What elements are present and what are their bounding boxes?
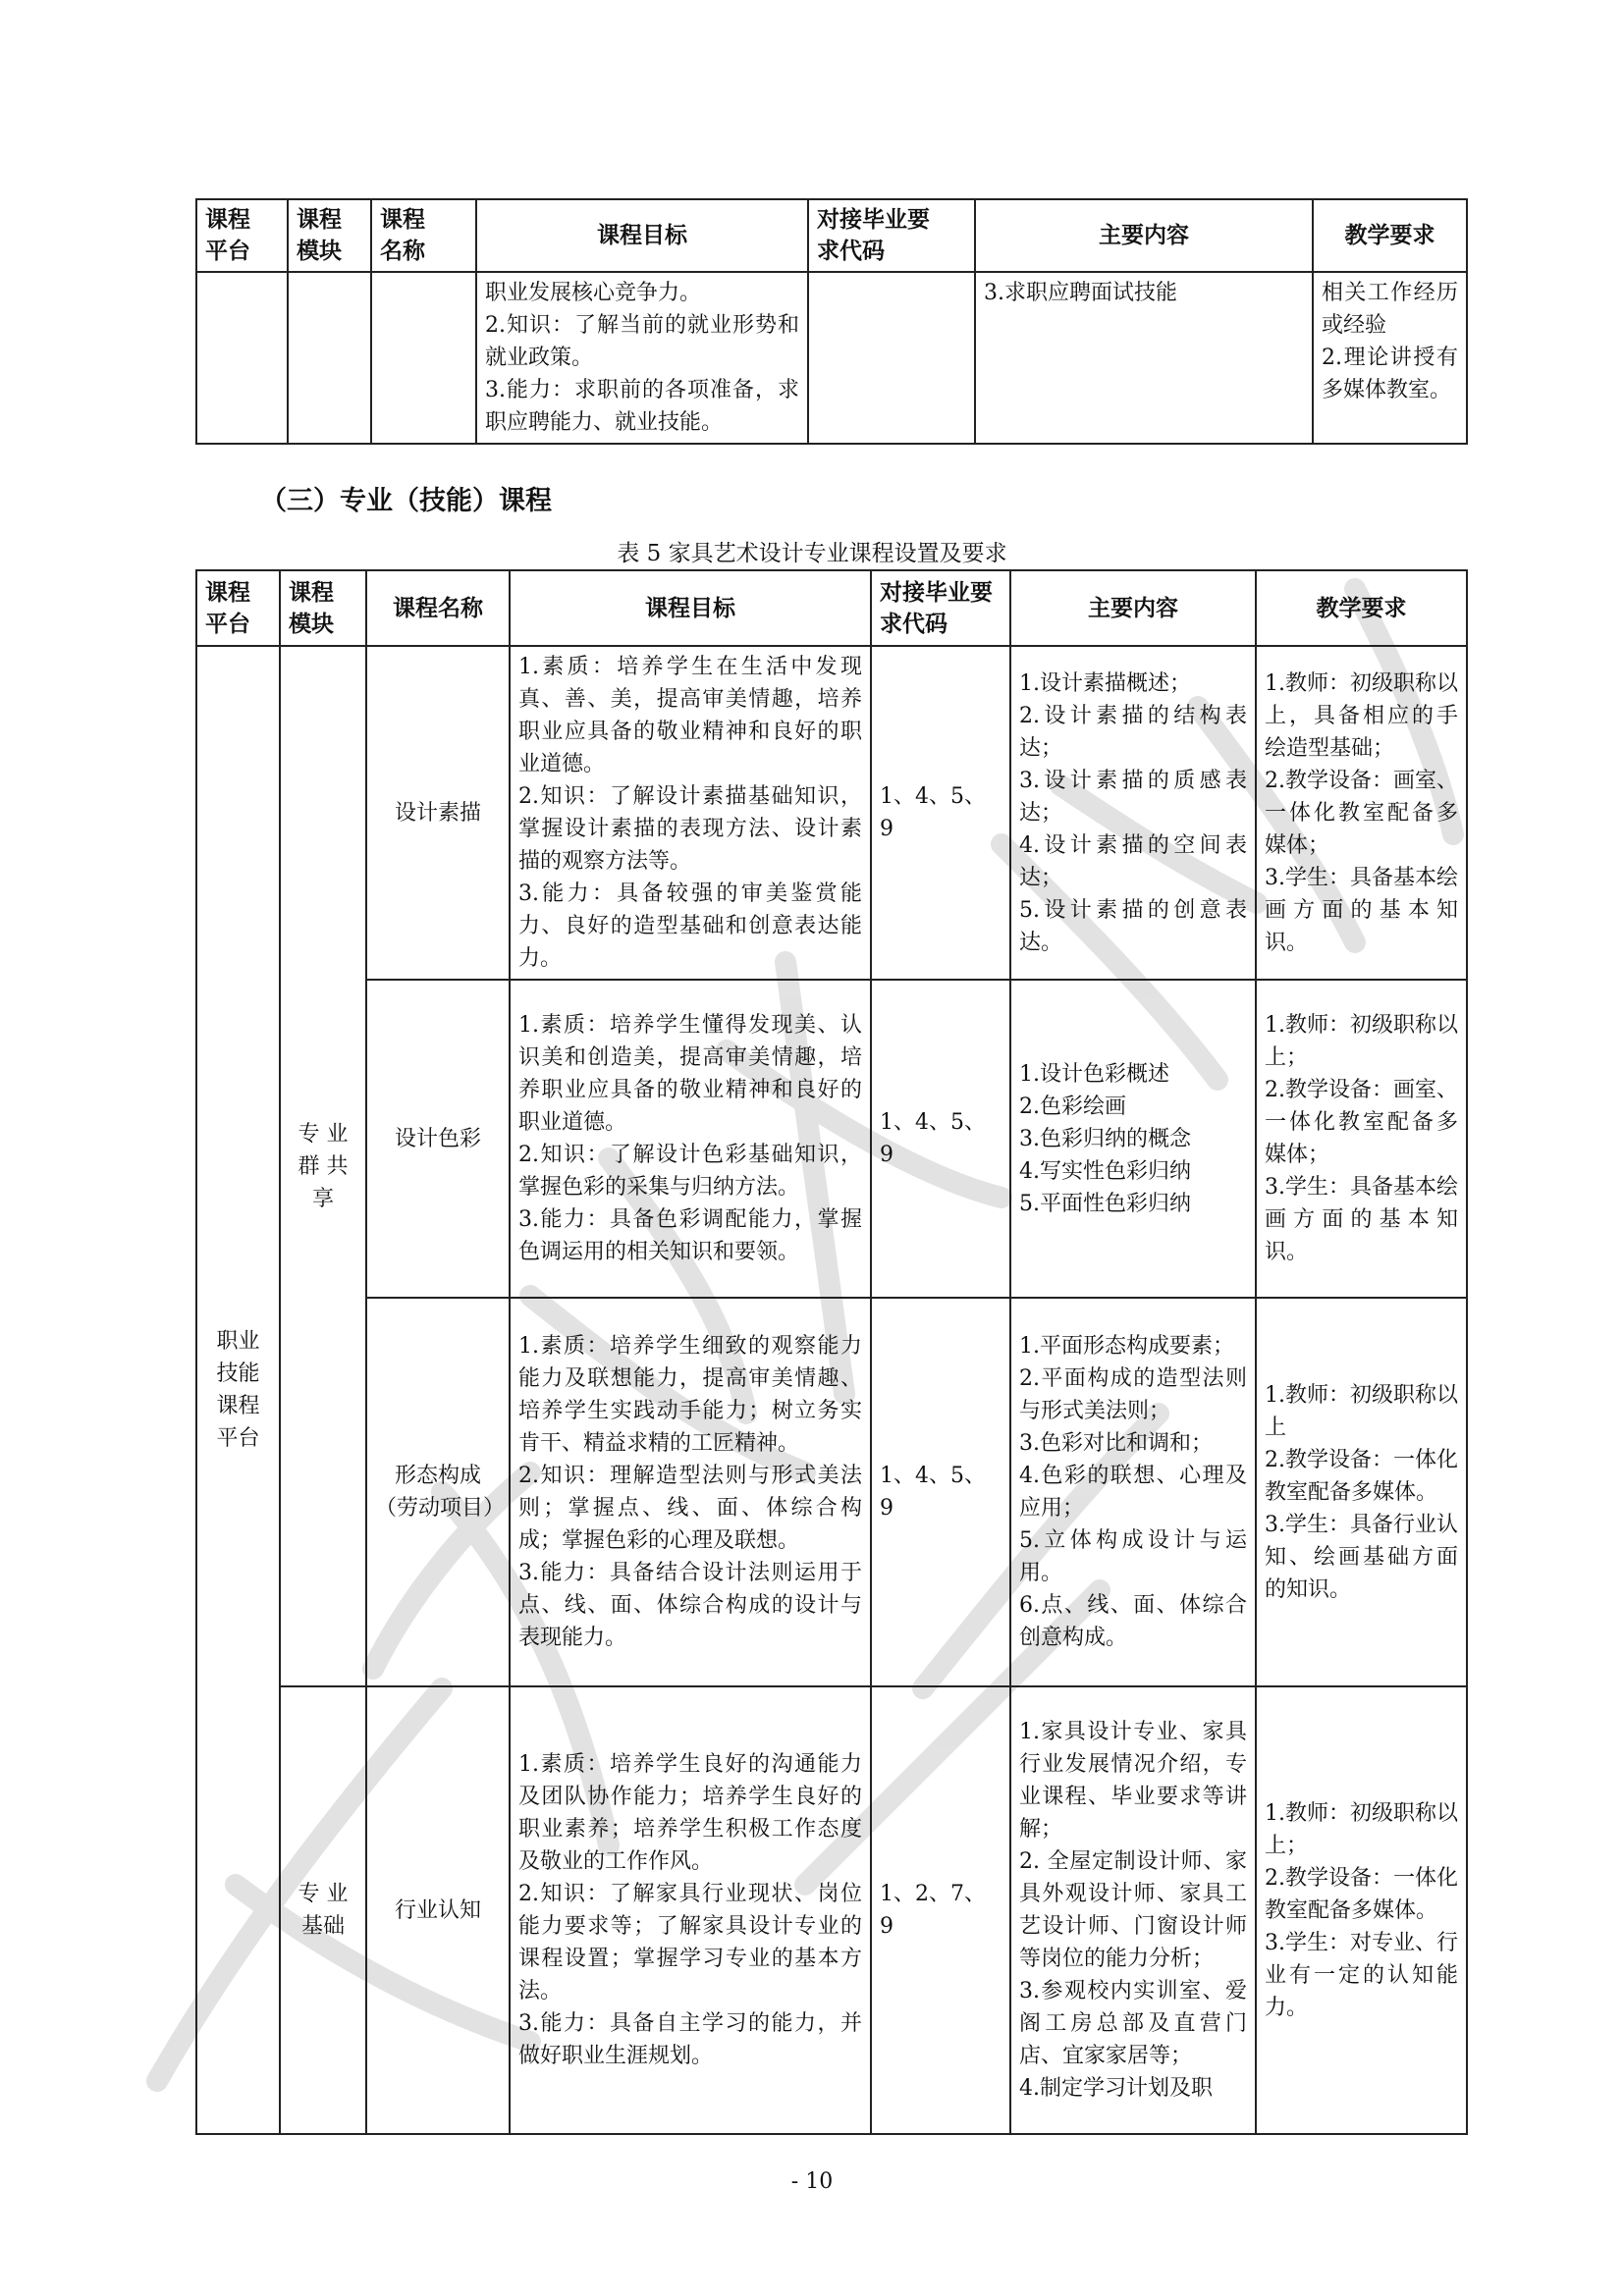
cell-goal: 职业发展核心竞争力。 2.知识：了解当前的就业形势和就业政策。 3.能力：求职前的各项准备，求职应聘能力、就业技能。 [476,272,808,444]
course-requirement: 1.教师：初级职称以上； 2.教学设备：画室、一体化教室配备多媒体； 3.学生：具备基本绘画方面的基本知识。 [1256,980,1467,1298]
page-number: - 10 [790,2169,834,2194]
module-cell-shared: 专 业 群 共 享 [280,646,366,1686]
empty-cell [196,272,288,444]
course-content: 1.平面形态构成要素； 2.平面构成的造型法则与形式美法则； 3.色彩对比和调和； 4.色彩的联想、心理及应用； 5.立体构成设计与运用。 6.点、线、面、体综合创意构成。 [1010,1298,1256,1686]
header-requirement: 教学要求 [1313,199,1467,272]
table-header-row [196,199,1467,272]
cell-requirement: 相关工作经历或经验 2.理论讲授有多媒体教室。 [1313,272,1467,444]
header-course-name: 课程名称 [366,570,510,646]
course-name: 设计素描 [366,646,510,980]
platform-cell: 职业 技能 课程 平台 [196,646,280,2134]
header-code: 对接毕业要 求代码 [808,199,975,272]
continued-course-table [195,198,1468,445]
empty-cell [288,272,371,444]
course-goal: 1.素质：培养学生良好的沟通能力及团队协作能力；培养学生良好的职业素养；培养学生积极工作态度及敬业的工作作风。 2.知识：了解家具行业现状、岗位能力要求等；了解家具设计专业的课程设置；掌握学习专业的基本方法。 3.能力：具备自主学习的能力，并做好职业生涯规划。 [510,1686,871,2134]
table-row [196,1298,1467,1686]
module-cell-basic: 专 业 基础 [280,1686,366,2134]
empty-cell [808,272,975,444]
empty-cell [371,272,476,444]
course-code: 1、2、7、 9 [871,1686,1010,2134]
course-content: 1.家具设计专业、家具行业发展情况介绍，专业课程、毕业要求等讲解； 2. 全屋定制设计师、家具外观设计师、家具工艺设计师、门窗设计师等岗位的能力分析； 3.参观校内实训室、爱阁工房总部及直营门店、宜家家居等； 4.制定学习计划及职 [1010,1686,1256,2134]
course-content: 1.设计色彩概述 2.色彩绘画 3.色彩归纳的概念 4.写实性色彩归纳 5.平面性色彩归纳 [1010,980,1256,1298]
header-goal: 课程目标 [476,199,808,272]
header-goal: 课程目标 [510,570,871,646]
course-name: 行业认知 [366,1686,510,2134]
course-requirement: 1.教师：初级职称以上 2.教学设备：一体化教室配备多媒体。 3.学生：具备行业认知、绘画基础方面的知识。 [1256,1298,1467,1686]
course-goal: 1.素质：培养学生在生活中发现真、善、美，提高审美情趣，培养职业应具备的敬业精神和良好的职业道德。 2.知识：了解设计素描基础知识，掌握设计素描的表现方法、设计素描的观察方法等。 3.能力：具备较强的审美鉴赏能力、良好的造型基础和创意表达能力。 [510,646,871,980]
table-caption: 表 5 家具艺术设计专业课程设置及要求 [617,541,1007,566]
table-header-row [196,570,1467,646]
header-platform: 课程 平台 [196,199,288,272]
header-content: 主要内容 [975,199,1313,272]
cell-content: 3.求职应聘面试技能 [975,272,1313,444]
table-row [196,646,1467,980]
course-code: 1、4、5、 9 [871,646,1010,980]
header-course-name: 课程 名称 [371,199,476,272]
table-row [196,980,1467,1298]
course-code: 1、4、5、 9 [871,1298,1010,1686]
course-requirement: 1.教师：初级职称以上，具备相应的手绘造型基础； 2.教学设备：画室、一体化教室配备多媒体； 3.学生：具备基本绘画方面的基本知识。 [1256,646,1467,980]
table-row [196,272,1467,444]
section-title: （三）专业（技能）课程 [260,486,552,516]
course-code: 1、4、5、 9 [871,980,1010,1298]
course-goal: 1.素质：培养学生懂得发现美、认识美和创造美，提高审美情趣，培养职业应具备的敬业精神和良好的职业道德。 2.知识：了解设计色彩基础知识，掌握色彩的采集与归纳方法。 3.能力：具备色彩调配能力，掌握色调运用的相关知识和要领。 [510,980,871,1298]
course-name: 设计色彩 [366,980,510,1298]
header-code: 对接毕业要 求代码 [871,570,1010,646]
header-platform: 课程 平台 [196,570,280,646]
header-requirement: 教学要求 [1256,570,1467,646]
header-content: 主要内容 [1010,570,1256,646]
header-module: 课程 模块 [280,570,366,646]
course-goal: 1.素质：培养学生细致的观察能力能力及联想能力，提高审美情趣、培养学生实践动手能力；树立务实肯干、精益求精的工匠精神。 2.知识：理解造型法则与形式美法则；掌握点、线、面、体综合构成；掌握色彩的心理及联想。 3.能力：具备结合设计法则运用于点、线、面、体综合构成的设计与表现能力。 [510,1298,871,1686]
course-content: 1.设计素描概述； 2.设计素描的结构表达； 3.设计素描的质感表达； 4.设计素描的空间表达； 5.设计素描的创意表达。 [1010,646,1256,980]
header-module: 课程 模块 [288,199,371,272]
course-table [195,569,1468,2135]
course-requirement: 1.教师：初级职称以上； 2.教学设备：一体化教室配备多媒体。 3.学生：对专业、行业有一定的认知能力。 [1256,1686,1467,2134]
course-name: 形态构成（劳动项目） [366,1298,510,1686]
table-row [196,1686,1467,2134]
